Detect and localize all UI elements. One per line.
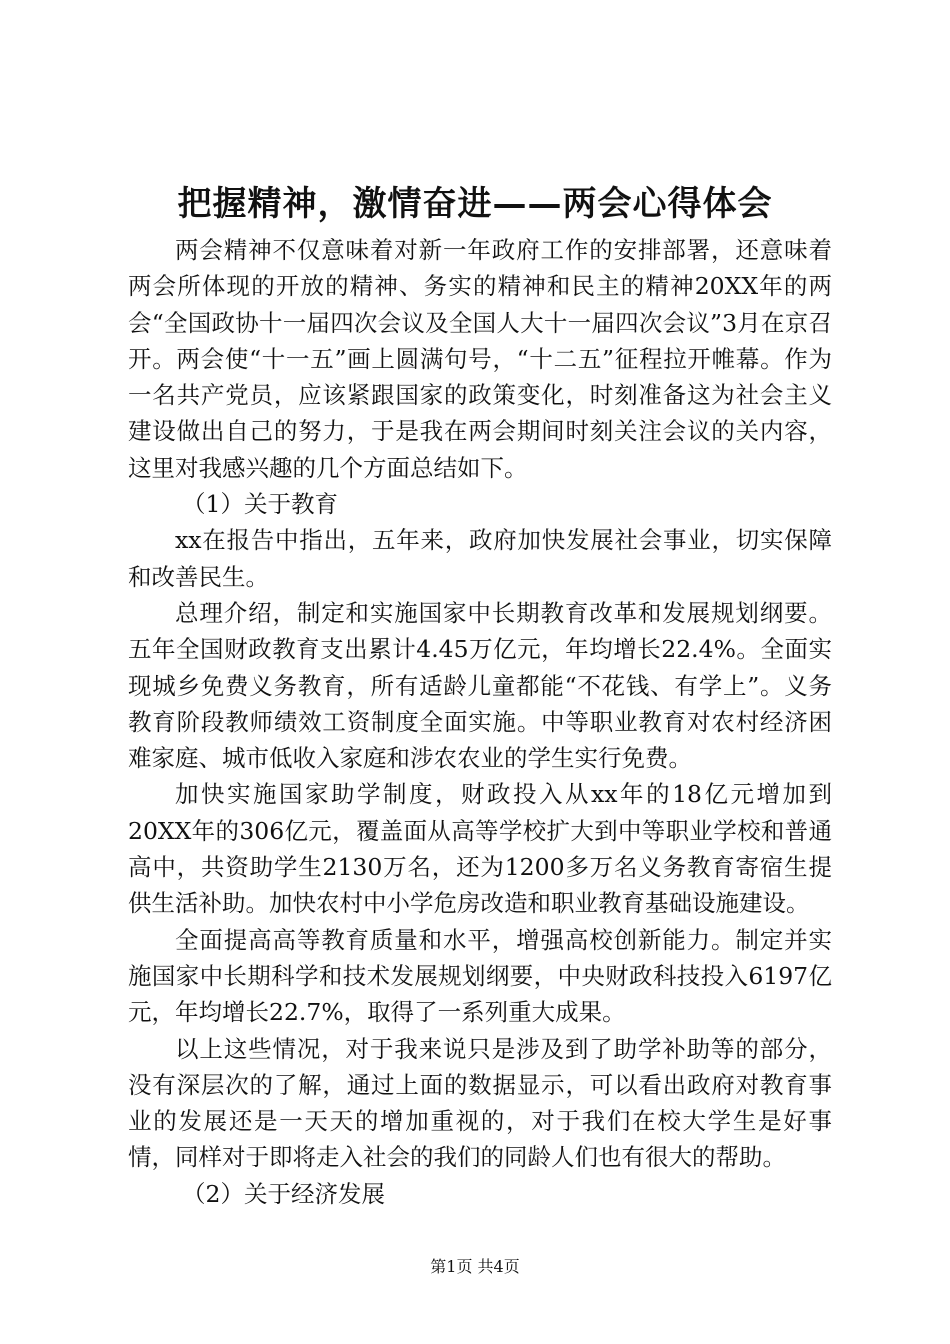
paragraph-report: xx在报告中指出，五年来，政府加快发展社会事业，切实保障和改善民生。: [128, 526, 832, 591]
paragraph-student-aid: 加快实施国家助学制度，财政投入从xx年的18亿元增加到20XX年的306亿元，覆盖面从高等学校扩大到中等职业学校和普通高中，共资助学生2130万名，还为1200多万名义务教育寄宿生提供生活补助。加快农村中小学危房改造和职业教育基础设施建设。: [128, 780, 832, 918]
document-title: 把握精神，激情奋进——两会心得体会: [177, 184, 773, 224]
section-heading-economy: （2）关于经济发展: [182, 1179, 385, 1208]
section-heading-education: （1）关于教育: [182, 490, 338, 519]
paragraph-reflection: 以上这些情况，对于我来说只是涉及到了助学补助等的部分，没有深层次的了解，通过上面的数据显示，可以看出政府对教育事业的发展还是一天天的增加重视的，对于我们在校大学生是好事情，同样对于即将走入社会的我们的同龄人们也有很大的帮助。: [128, 1034, 832, 1172]
paragraph-higher-education: 全面提高高等教育质量和水平，增强高校创新能力。制定并实施国家中长期科学和技术发展规划纲要，中央财政科技投入6197亿元，年均增长22.7%，取得了一系列重大成果。: [128, 925, 832, 1027]
paragraph-intro: 两会精神不仅意味着对新一年政府工作的安排部署，还意味着两会所体现的开放的精神、务实的精神和民主的精神20XX年的两会“全国政协十一届四次会议及全国人大十一届四次会议”3月在京召开。两会使“十一五”画上圆满句号，“十二五”征程拉开帷幕。作为一名共产党员，应该紧跟国家的政策变化，时刻准备这为社会主义建设做出自己的努力，于是我在两会期间时刻关注会议的关内容，这里对我感兴趣的几个方面总结如下。: [128, 236, 832, 482]
page-number-footer: 第1页 共4页: [430, 1257, 520, 1276]
paragraph-premier-introduction: 总理介绍，制定和实施国家中长期教育改革和发展规划纲要。五年全国财政教育支出累计4.45万亿元，年均增长22.4%。全面实现城乡免费义务教育，所有适龄儿童都能“不花钱、有学上”。义务教育阶段教师绩效工资制度全面实施。中等职业教育对农村经济困难家庭、城市低收入家庭和涉农农业的学生实行免费。: [128, 598, 832, 773]
document-body: [128, 232, 832, 1212]
